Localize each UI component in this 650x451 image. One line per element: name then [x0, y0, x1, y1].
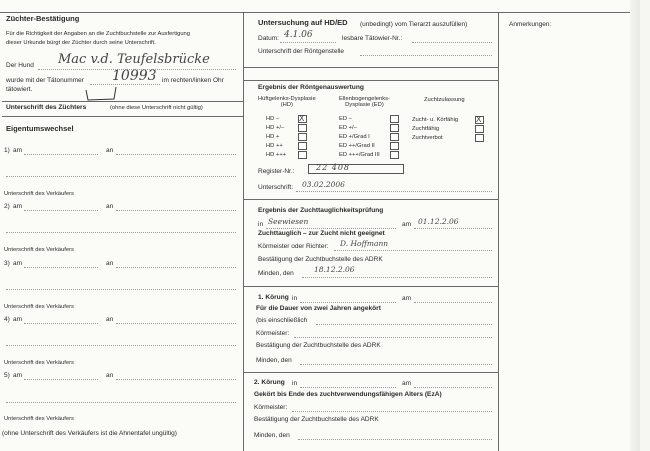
zucht-row: Zuchtfähig — [412, 126, 440, 132]
column-divider — [243, 12, 244, 451]
breeder-signature-label: Unterschrift des Züchters — [6, 104, 87, 111]
judge-label: Körmeister oder Richter: — [258, 243, 329, 250]
hd-row: HD +++ — [266, 152, 287, 158]
zta-date-handwritten: 01.12.2.06 — [418, 217, 459, 226]
minden-label: Minden, den — [254, 432, 290, 439]
zucht-row: Zucht- u. Körfähig — [412, 117, 459, 123]
tattoo-label: wurde mit der Tätonummer — [6, 77, 84, 84]
minden-label: Minden, den — [258, 270, 294, 277]
ownership-title: Eigentumswechsel — [6, 124, 74, 133]
koerung1-title: 1. Körung — [258, 294, 289, 301]
koerung2-duration: Gekört bis Ende des zuchtverwendungsfähigen Alters (EzA) — [254, 391, 442, 398]
zucht-checkbox[interactable] — [475, 125, 484, 133]
ed-checkbox[interactable] — [390, 133, 399, 141]
ed-checkbox[interactable] — [390, 124, 399, 132]
hd-row: HD +/– — [266, 125, 285, 131]
koerung1-duration: Für die Dauer von zwei Jahren angekört — [256, 305, 381, 312]
xray-signature-label: Unterschrift der Röntgenstelle — [258, 48, 344, 55]
koermeister-label: Körmeister: — [254, 404, 288, 411]
check-x-mark: X — [299, 114, 305, 123]
minden-label: Minden, den — [256, 357, 292, 364]
zucht-row: Zuchtverbot — [412, 135, 443, 141]
signature-label: Unterschrift: — [258, 184, 294, 191]
ed-row: ED +/Grad I — [339, 134, 370, 140]
hd-row: HD ++ — [266, 143, 283, 149]
koerung2-in-label: in — [292, 380, 298, 387]
koerung2-title: 2. Körung — [254, 379, 285, 386]
breeder-signature-note: (ohne diese Unterschrift nicht gültig) — [110, 105, 203, 111]
column-divider — [498, 12, 499, 451]
tattoo-number-handwritten: 10993 — [112, 68, 157, 84]
zta-place-handwritten: Seewiesen — [268, 217, 309, 226]
check-x-mark: X — [476, 115, 482, 124]
ed-row: ED +/– — [339, 125, 357, 131]
tattoo-readable-label: lesbare Tätowier-Nr.: — [342, 35, 403, 42]
hd-checkbox[interactable] — [298, 133, 307, 141]
judge-name-handwritten: D. Hoffmann — [340, 239, 389, 248]
zta-in-label: in — [258, 221, 264, 228]
register-label: Register-Nr.: — [258, 168, 295, 175]
koerung2-am-label: am — [402, 380, 412, 387]
register-number-handwritten: 22 408 — [316, 163, 350, 172]
zta-title: Ergebnis der Zuchttauglichkeitsprüfung — [258, 207, 384, 214]
hd-checkbox[interactable] — [298, 151, 307, 159]
hded-note: (unbedingt) vom Tierarzt auszufüllen) — [360, 21, 468, 28]
zucht-checkbox[interactable] — [475, 134, 484, 142]
ed-row: ED ++/Grad II — [339, 143, 375, 149]
koerung1-in-label: in — [292, 295, 298, 302]
ed-row: ED – — [339, 116, 352, 122]
koermeister-label: Körmeister: — [256, 330, 290, 337]
top-border — [0, 12, 634, 13]
dog-label: Der Hund — [6, 62, 34, 69]
hded-title: Untersuchung auf HD/ED — [258, 18, 348, 27]
breeder-confirm-text: dieser Urkunde bürgt der Züchter durch seine Unterschrift. — [6, 40, 156, 46]
tattoo-suffix: im rechten/linken Ohr — [162, 77, 224, 84]
footer-note: (ohne Unterschrift des Verkäufers ist die Ahnentafel ungültig) — [2, 430, 177, 437]
ed-row: ED +++/Grad III — [339, 152, 380, 158]
hd-header: Hüftgelenks-Dysplasie (HD) — [258, 96, 316, 109]
koerung1-am-label: am — [402, 295, 412, 302]
datum-handwritten: 4.1.06 — [284, 30, 313, 40]
pedigree-back-page: Züchter-Bestätigung Für die Richtigkeit der Angaben an die Zuchtbuchstelle zur Ausfertigung dieser Urkunde bürgt der Züchter durch seine Unterschrift. Der Hund Mac v.d. Teufelsbrücke wurde mit der Tätonummer 10993 im rechten/linken Ohr tätowiert. Unterschrift des Züchters (ohne diese Unterschrift nicht gültig) Eigentumswechsel 1) am an Unterschrift des Verkäufers 2) am an Unterschrift des Verkäufers 3) am an Unterschrift des Verkäufers 4) am an Unterschrift des Verkäufers 5) am an Unterschrift des Verkäufers (ohne Unterschrift des Verkäufers ist die Ahnentafel ungültig) Untersuchung auf HD/ED (unbedingt) vom Tierarzt auszufüllen) Datum: 4.1.06 lesbare Tätowier-Nr.: Unterschrift der Röntgenstelle Ergebnis der Röntgenauswertung Hüftgelenks-Dysplasie (HD) Ellenbogengelenks- Dysplasie (ED) Zuchtzulassung HD – HD +/– HD + HD ++ HD +++ X ED – ED +/– ED +/Grad I ED ++/Grad II ED +++/Grad III Zucht- u. Körfähig Zuchtfähig Zuchtverbot X Register-Nr.: 22 408 Unterschrift: 03.02.2006 Ergebnis der Zuchttauglichkeitsprüfung in Seewiesen am 01.12.2.06 Zuchttauglich – zur Zucht nicht geeignet Körmeister oder Richter: D. Hoffmann Bestätigung der Zuchtbuchstelle des ADRK Minden, den 18.12.2.06 1. Körung in am Für die Dauer von zwei Jahren angekört (bis einschließlich Körmeister: Bestätigung der Zuchtbuchstelle des ADRK Minden, den 2. Körung in am Gekört bis Ende des zuchtverwendungsfähigen Alters (EzA) Körmeister: Bestätigung der Zuchtbuchstelle des ADRK Minden, den Anmerkungen: — [0, 0, 640, 451]
hd-row: HD + — [266, 134, 280, 140]
koerung1-until: (bis einschließlich — [256, 317, 308, 324]
ed-checkbox[interactable] — [390, 115, 399, 123]
ed-header: Ellenbogengelenks- Dysplasie (ED) — [339, 96, 390, 109]
dog-name-handwritten: Mac v.d. Teufelsbrücke — [58, 52, 210, 67]
breeder-confirm-text: Für die Richtigkeit der Angaben an die Zuchtbuchstelle zur Ausfertigung — [6, 31, 190, 37]
xray-result-title: Ergebnis der Röntgenauswertung — [258, 84, 364, 91]
datum-label: Datum: — [258, 35, 279, 42]
ed-checkbox[interactable] — [390, 151, 399, 159]
hd-checkbox[interactable] — [298, 124, 307, 132]
zta-am-label: am — [402, 221, 412, 228]
zta-result-line: Zuchttauglich – zur Zucht nicht geeignet — [258, 230, 385, 237]
adrk-confirm-label: Bestätigung der Zuchtbuchstelle des ADRK — [258, 256, 383, 263]
hd-row: HD – — [266, 116, 280, 122]
signature-date-handwritten: 03.02.2006 — [302, 180, 345, 189]
breeder-confirm-title: Züchter-Bestätigung — [6, 14, 80, 23]
ed-checkbox[interactable] — [390, 142, 399, 150]
adrk-confirm-label: Bestätigung der Zuchtbuchstelle des ADRK — [254, 416, 379, 423]
zulassung-header: Zuchtzulassung — [424, 97, 465, 103]
remarks-title: Anmerkungen: — [509, 21, 552, 28]
adrk-confirm-label: Bestätigung der Zuchtbuchstelle des ADRK — [256, 342, 381, 349]
tattooed-label: tätowiert. — [6, 86, 33, 93]
page-edge-shadow — [630, 0, 640, 451]
hd-checkbox[interactable] — [298, 142, 307, 150]
minden-date-handwritten: 18.12.2.06 — [314, 265, 355, 274]
